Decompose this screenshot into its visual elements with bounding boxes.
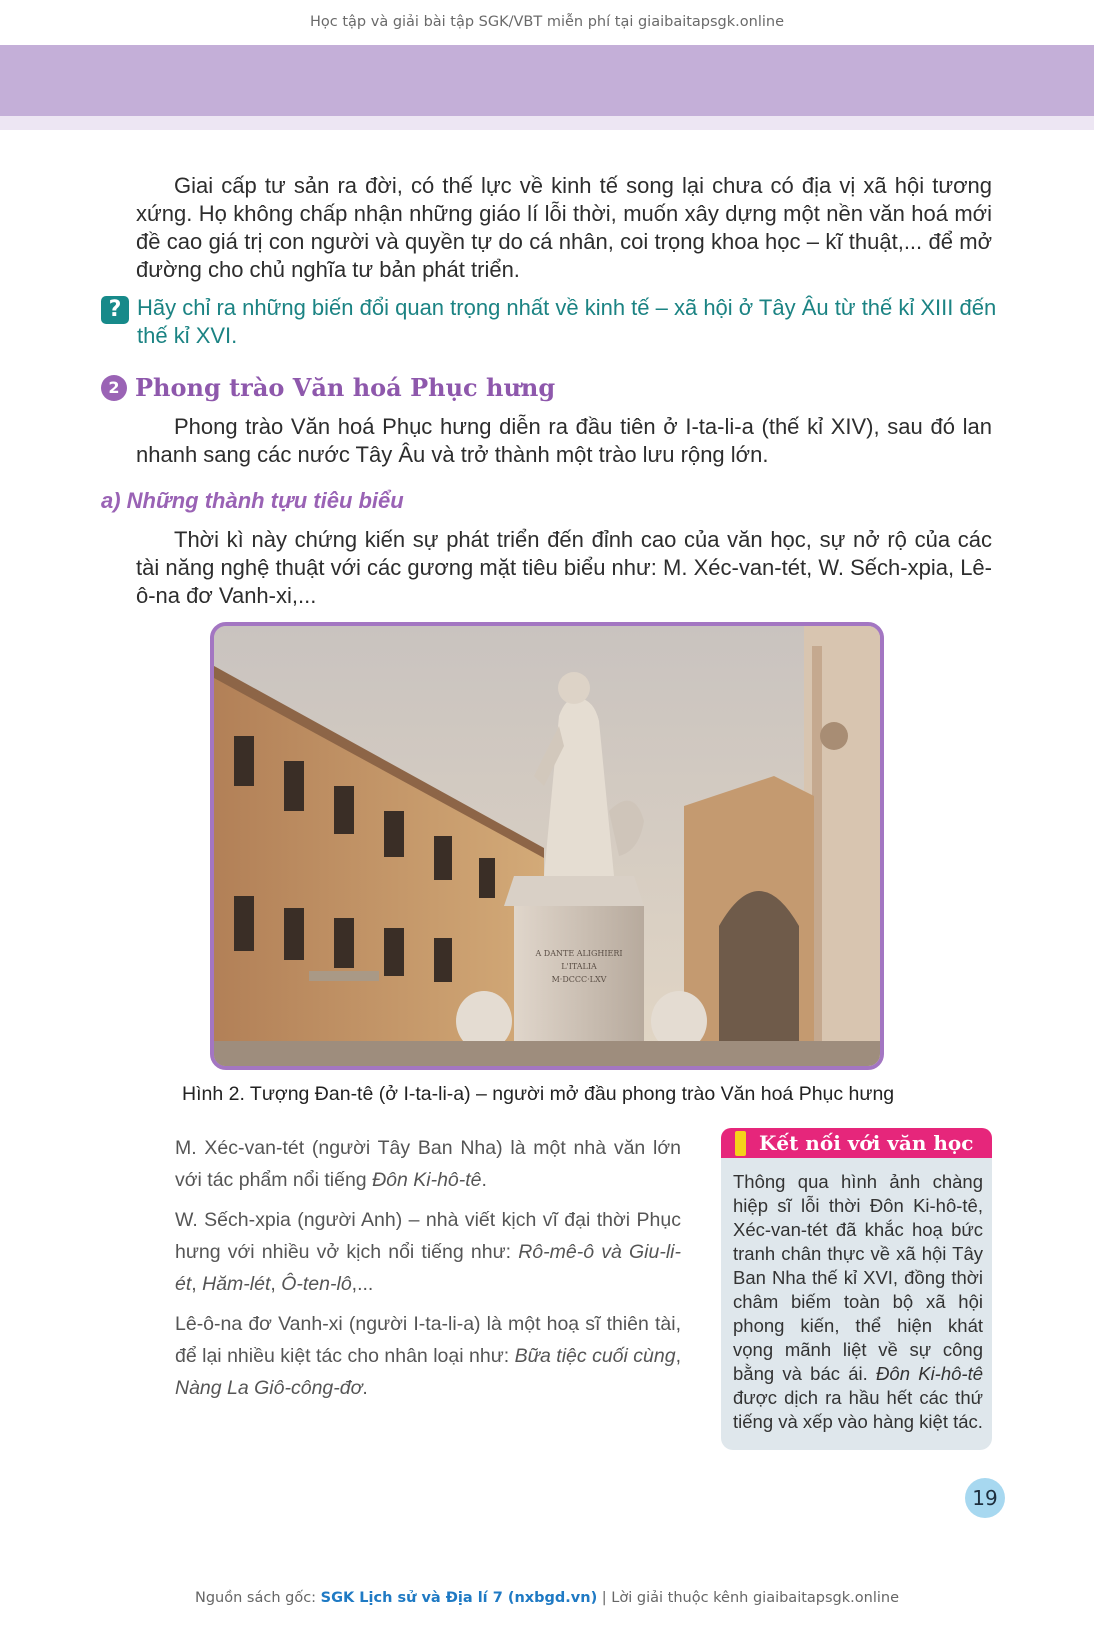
figure-caption: Hình 2. Tượng Đan-tê (ở I-ta-li-a) – người mở đầu phong trào Văn hoá Phục hưng [182, 1083, 895, 1105]
inscription-line-2: L'ITALIA [561, 962, 597, 971]
section-2-paragraph: Phong trào Văn hoá Phục hưng diễn ra đầu tiên ở I-ta-li-a (thế kỉ XIV), sau đó lan nhanh sang các nước Tây Âu và trở thành một trào lưu rộng lớn. [136, 414, 992, 467]
writer-shakespeare: W. Sếch-xpia (người Anh) – nhà viết kịch vĩ đại thời Phục hưng với nhiều vở kịch nổi tiếng như: Rô-mê-ô và Giu-li-ét, Hăm-lét, Ô-ten-lô,... [175, 1209, 681, 1295]
section-title: Phong trào Văn hoá Phục hưng [135, 373, 556, 402]
box-text: Thông qua hình ảnh chàng hiệp sĩ lỗi thời Đôn Ki-hô-tê, Xéc-van-tét đã khắc hoạ bức tranh chân thực về xã hội Tây Ban Nha thế kỉ XVI, đồng thời châm biếm toàn bộ xã hội phong kiến, thể hiện khát vọng mãnh liệt về sự công bằng và bác ái. Đôn Ki-hô-tê được dịch ra hầu hết các thứ tiếng và xếp vào hàng kiệt tác. [733, 1171, 984, 1432]
writer-da-vinci: Lê-ô-na đơ Vanh-xi (người I-ta-li-a) là một hoạ sĩ thiên tài, để lại nhiều kiệt tác cho nhân loại như: Bữa tiệc cuối cùng, Nàng La Giô-công-đơ. [175, 1313, 681, 1399]
question-text: Hãy chỉ ra những biến đổi quan trọng nhất về kinh tế – xã hội ở Tây Âu từ thế kỉ XIII đến thế kỉ XVI. [137, 295, 997, 348]
photo-illustration [214, 626, 880, 1066]
footer-source: Nguồn sách gốc: SGK Lịch sử và Địa lí 7 (nxbgd.vn) | Lời giải thuộc kênh giaibaitapsgk.online [195, 1590, 899, 1606]
intro-paragraph: Giai cấp tư sản ra đời, có thế lực về kinh tế song lại chưa có địa vị xã hội tương xứng. Họ không chấp nhận những giáo lí lỗi thời, muốn xây dựng một nền văn hoá mới đề cao giá trị con người và quyền tự do cá nhân, coi trọng khoa học – kĩ thuật,... để mở đường cho chủ nghĩa tư bản phát triển. [136, 173, 992, 282]
top-note: Học tập và giải bài tập SGK/VBT miễn phí tại giaibaitapsgk.online [310, 14, 784, 30]
box-title: Kết nối với văn học [759, 1131, 974, 1155]
subsection-a-paragraph: Thời kì này chứng kiến sự phát triển đến đỉnh cao của văn học, sự nở rộ của các tài năng nghệ thuật với các gương mặt tiêu biểu như: M. Xéc-van-tét, W. Sếch-xpia, Lê-ô-na đơ Vanh-xi,... [136, 527, 992, 608]
box-header [721, 1128, 992, 1158]
writer-cervantes: M. Xéc-van-tét (người Tây Ban Nha) là một nhà văn lớn với tác phẩm nổi tiếng Đôn Ki-hô-tê. [175, 1137, 681, 1191]
literature-connection-box [721, 1128, 992, 1450]
inscription-line-1: A DANTE ALIGHIERI [535, 949, 623, 958]
subsection-a-title: a) Những thành tựu tiêu biểu [101, 488, 404, 513]
bookmark-icon [735, 1131, 746, 1156]
dante-statue-photo [210, 622, 884, 1070]
header-band-strip [0, 116, 1094, 130]
section-number-badge: 2 [101, 375, 127, 401]
question-icon: ? [101, 296, 129, 324]
header-band [0, 45, 1094, 116]
footer-book-link[interactable]: SGK Lịch sử và Địa lí 7 (nxbgd.vn) [320, 1590, 598, 1606]
inscription-line-3: M·DCCC·LXV [551, 975, 607, 984]
page-number: 19 [965, 1478, 1005, 1518]
